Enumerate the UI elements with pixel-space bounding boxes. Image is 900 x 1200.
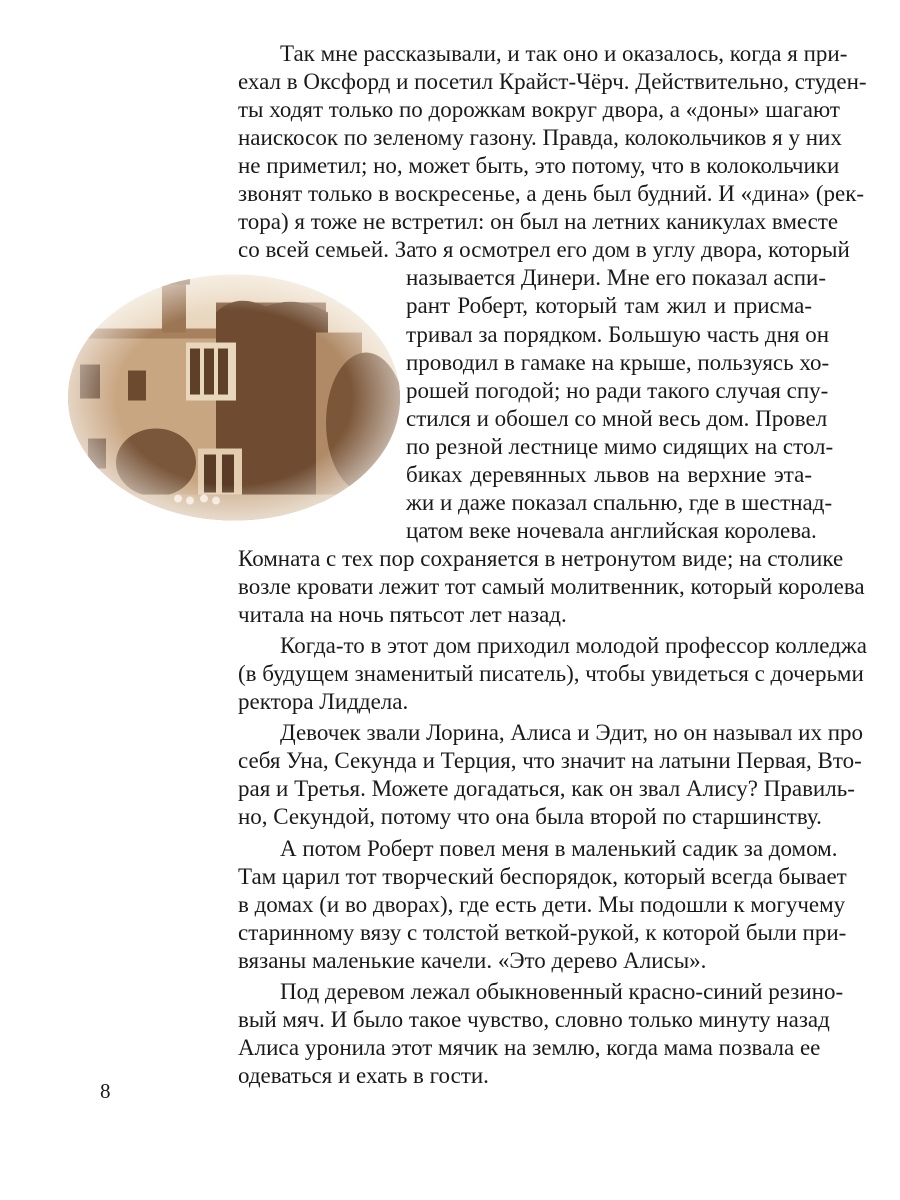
text-line: в домах (и во дворах), где есть дети. Мы подошли к могучему [238, 892, 846, 917]
text-line: ехал в Оксфорд и посетил Крайст-Чёрч. Действительно, студен- [238, 69, 867, 94]
text-line: тора) я тоже не встретил: он был на летних каникулах вместе [238, 209, 839, 234]
text-line: стился и обошел со мной весь дом. Провел [406, 406, 828, 431]
text-line: вый мяч. И было такое чувство, словно только минуту назад [238, 1007, 830, 1032]
text-line: Девочек звали Лорина, Алиса и Эдит, но он называл их про [280, 720, 864, 745]
text-line: не приметил; но, может быть, это потому, что в колокольчики [238, 153, 840, 178]
text-line: тривал за порядком. Большую часть дня он [406, 322, 830, 347]
text-line: наискосок по зеленому газону. Правда, колокольчиков я у них [238, 125, 842, 150]
text-line: жи и даже показал спальню, где в шестнад- [406, 490, 833, 515]
text-line: цатом веке ночевала английская королева. [406, 518, 817, 543]
text-line: рант Роберт, который там жил и присма- [406, 293, 812, 318]
page-number: 8 [100, 1079, 111, 1103]
text-line: Комната с тех пор сохраняется в нетронутом виде; на столике [238, 546, 844, 571]
text-line: биках деревянных львов на верхние эта- [406, 462, 812, 487]
text-line: себя Уна, Секунда и Терция, что значит на латыни Первая, Вто- [238, 748, 862, 773]
text-line: (в будущем знаменитый писатель), чтобы увидеться с дочерьми [238, 661, 864, 686]
deanery-photo [66, 250, 402, 545]
text-line: ректора Лиддела. [238, 689, 409, 714]
text-line: Алиса уронила этот мячик на землю, когда мама позвала ее [238, 1035, 821, 1060]
text-line: со всей семьей. Зато я осмотрел его дом в углу двора, который [238, 237, 850, 262]
text-line: проводил в гамаке на крыше, пользуясь хо- [406, 350, 830, 375]
text-line: А потом Роберт повел меня в маленький садик за домом. [280, 836, 838, 861]
text-line: рошей погодой; но ради такого случая спу- [406, 378, 829, 403]
text-line: по резной лестнице мимо сидящих на стол- [406, 434, 834, 459]
text-line: ты ходят только по дорожкам вокруг двора, а «доны» шагают [238, 97, 840, 122]
text-line: Там царил тот творческий беспорядок, который всегда бывает [238, 864, 847, 889]
text-line: Когда-то в этот дом приходил молодой профессор колледжа [280, 633, 868, 658]
text-line: Под деревом лежал обыкновенный красно-синий резино- [280, 979, 844, 1004]
text-line: одеваться и ехать в гости. [238, 1063, 489, 1088]
text-line: читала на ночь пятьсот лет назад. [238, 602, 567, 627]
text-line: старинному вязу с толстой веткой-рукой, к которой были при- [238, 920, 847, 945]
text-line: Так мне рассказывали, и так оно и оказалось, когда я при- [280, 41, 848, 66]
text-line: звонят только в воскресенье, а день был будний. И «дина» (рек- [238, 181, 865, 206]
text-line: возле кровати лежит тот самый молитвенник, который королева [238, 574, 865, 599]
text-line: вязаны маленькие качели. «Это дерево Алисы». [238, 948, 707, 973]
text-line: называется Динери. Мне его показал аспи- [406, 265, 827, 290]
text-line: рая и Третья. Можете догадаться, как он звал Алису? Правиль- [238, 776, 855, 801]
text-line: но, Секундой, потому что она была второй по старшинству. [238, 804, 822, 829]
